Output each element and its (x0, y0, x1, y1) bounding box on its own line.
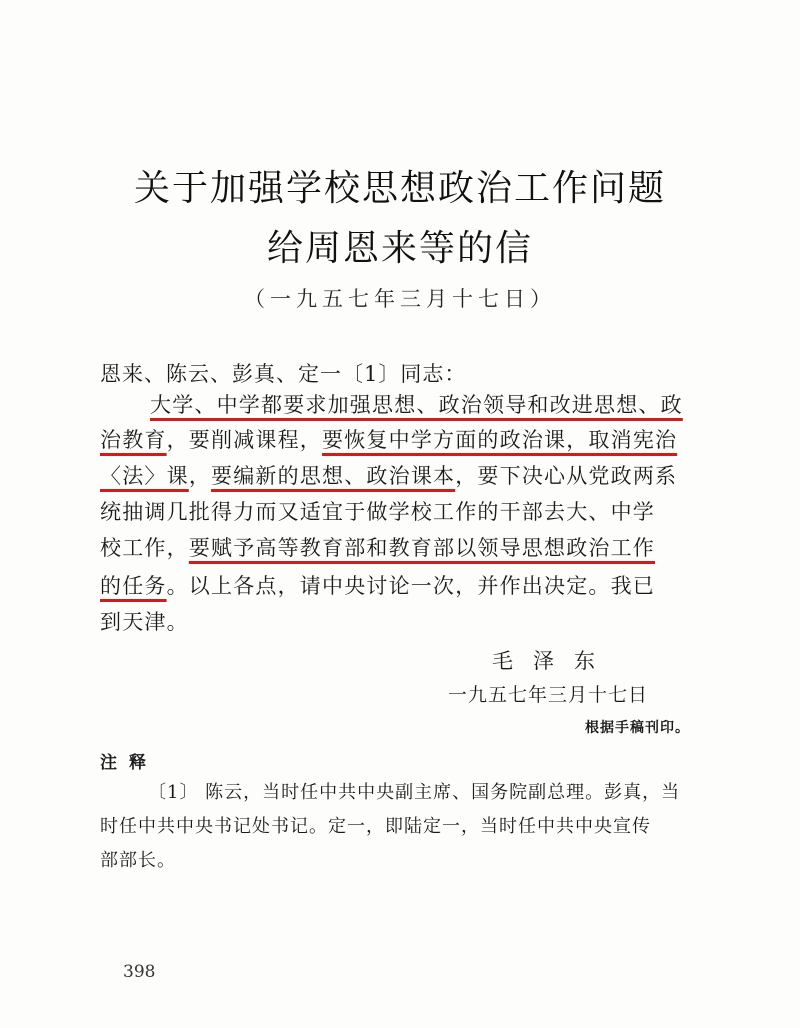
underlined-text-segment: 要恢复中学方面的政治课，取消宪治 (322, 428, 678, 452)
underlined-text-segment: 要赋予高等教育部和教育部以领导思想政治工作 (188, 536, 656, 560)
underlined-text-segment: 的任务 (100, 574, 167, 598)
signature: 毛泽东 (492, 649, 615, 673)
title-line-2: 给周恩来等的信 (266, 228, 533, 269)
note-line-3: 部部长。 (100, 850, 176, 871)
body-line-1 (150, 390, 710, 420)
body-line-5 (100, 533, 710, 563)
body-line-6 (100, 571, 710, 601)
notes-heading: 注释 (100, 753, 158, 773)
body-line-4 (100, 497, 710, 527)
text-segment: 。以上各点，请中央讨论一次，并作出决定。我已 (166, 574, 656, 598)
text-segment: ， (188, 464, 212, 488)
body-line-2 (100, 425, 710, 455)
underlined-text-segment: 〈法〉课 (100, 464, 189, 488)
source-note: 根据手稿刊印。 (585, 720, 690, 736)
note-line-1: 〔1〕 陈云，当时任中共中央副主席、国务院副总理。彭真，当 (148, 782, 681, 803)
body-line-3 (100, 461, 710, 491)
text-segment: 校工作， (100, 536, 189, 560)
title-line-1: 关于加强学校思想政治工作问题 (133, 168, 666, 209)
body-line-7 (100, 607, 710, 637)
text-segment: 到天津。 (100, 610, 189, 634)
page-number: 398 (123, 962, 156, 982)
text-segment: ，要削减课程， (166, 428, 323, 452)
underlined-text-segment: 要编新的思想、政治课本 (211, 464, 456, 488)
underlined-text-segment: 大学、中学都要求加强思想、政治领导和改进思想、政 (150, 393, 683, 417)
text-segment: 统抽调几批得力而又适宜于做学校工作的干部去大、中学 (100, 500, 655, 524)
salutation: 恩来、陈云、彭真、定一〔1〕同志： (100, 362, 467, 386)
text-segment: ，要下决心从党政两系 (455, 464, 678, 488)
underlined-text-segment: 治教育 (100, 428, 167, 452)
document-date: （一九五七年三月十七日） (244, 287, 556, 311)
signature-date: 一九五七年三月十七日 (448, 684, 649, 706)
note-line-2: 时任中共中央书记处书记。定一，即陆定一，当时任中共中央宣传 (100, 816, 651, 837)
